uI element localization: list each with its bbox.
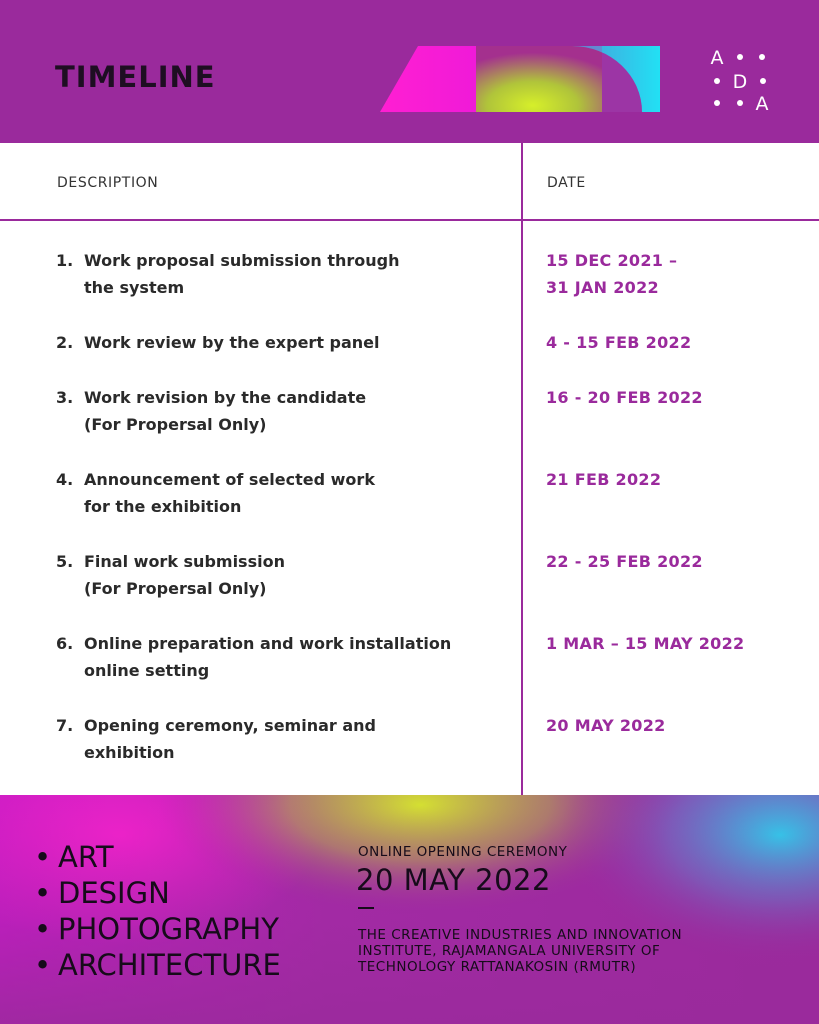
description-line: Final work submission <box>84 552 285 571</box>
row-number: 5. <box>56 552 74 571</box>
header-divider <box>0 219 819 221</box>
row-date <box>546 329 796 356</box>
venue-text <box>358 927 758 975</box>
row-date <box>546 548 796 575</box>
date-line: 1 MAR – 15 MAY 2022 <box>546 634 745 653</box>
row-description <box>84 247 504 301</box>
row-date <box>546 466 796 493</box>
date-line: 31 JAN 2022 <box>546 278 659 297</box>
banner-magenta-segment <box>380 46 476 112</box>
venue-line: INSTITUTE, RAJAMANGALA UNIVERSITY OF <box>358 943 661 959</box>
row-description <box>84 630 504 684</box>
date-line: 22 - 25 FEB 2022 <box>546 552 703 571</box>
row-number: 4. <box>56 470 74 489</box>
logo-letter-a2: A <box>755 93 769 114</box>
description-line: for the exhibition <box>84 497 242 516</box>
row-description <box>84 548 504 602</box>
venue-line: THE CREATIVE INDUSTRIES AND INNOVATION <box>358 927 683 943</box>
description-line: the system <box>84 278 185 297</box>
ceremony-label: ONLINE OPENING CEREMONY <box>358 844 568 860</box>
description-line: exhibition <box>84 743 175 762</box>
row-description <box>84 712 504 766</box>
description-line: Announcement of selected work <box>84 470 375 489</box>
list-item: • PHOTOGRAPHY <box>34 912 279 946</box>
logo-letter-d: D <box>732 71 748 93</box>
row-date <box>546 384 796 411</box>
description-line: online setting <box>84 661 210 680</box>
description-line: (For Propersal Only) <box>84 415 267 434</box>
list-item: • ART <box>34 840 114 874</box>
divider-dash <box>358 907 374 909</box>
date-line: 4 - 15 FEB 2022 <box>546 333 692 352</box>
row-number: 6. <box>56 634 74 653</box>
timeline-table <box>0 143 819 795</box>
date-line: 20 MAY 2022 <box>546 716 666 735</box>
column-divider <box>521 143 523 795</box>
row-date <box>546 712 796 739</box>
date-line: 15 DEC 2021 – <box>546 251 678 270</box>
row-number: 1. <box>56 251 74 270</box>
footer <box>0 795 819 1024</box>
date-line: 16 - 20 FEB 2022 <box>546 388 703 407</box>
description-line: Opening ceremony, seminar and <box>84 716 376 735</box>
logo-letter-a1: A <box>710 47 724 69</box>
venue-line: TECHNOLOGY RATTANAKOSIN (RMUTR) <box>358 959 637 975</box>
row-number: 2. <box>56 333 74 352</box>
gradient-banner <box>380 46 660 112</box>
column-header-date: DATE <box>547 175 586 191</box>
date-line: 21 FEB 2022 <box>546 470 662 489</box>
row-date <box>546 630 796 657</box>
description-line: Online preparation and work installation <box>84 634 452 653</box>
row-description <box>84 466 504 520</box>
row-date <box>546 247 796 301</box>
description-line: Work revision by the candidate <box>84 388 367 407</box>
description-line: Work review by the expert panel <box>84 333 380 352</box>
column-header-description: DESCRIPTION <box>57 175 159 191</box>
header <box>0 0 819 143</box>
row-number: 7. <box>56 716 74 735</box>
description-line: Work proposal submission through <box>84 251 400 270</box>
description-line: (For Propersal Only) <box>84 579 267 598</box>
page-title: TIMELINE <box>55 60 216 94</box>
row-description <box>84 329 504 356</box>
ada-logo <box>705 44 775 114</box>
row-description <box>84 384 504 438</box>
ceremony-date: 20 MAY 2022 <box>356 863 551 897</box>
banner-lime-segment <box>476 46 602 112</box>
list-item: • DESIGN <box>34 876 170 910</box>
list-item: • ARCHITECTURE <box>34 948 281 982</box>
row-number: 3. <box>56 388 74 407</box>
disciplines-list <box>34 839 281 983</box>
